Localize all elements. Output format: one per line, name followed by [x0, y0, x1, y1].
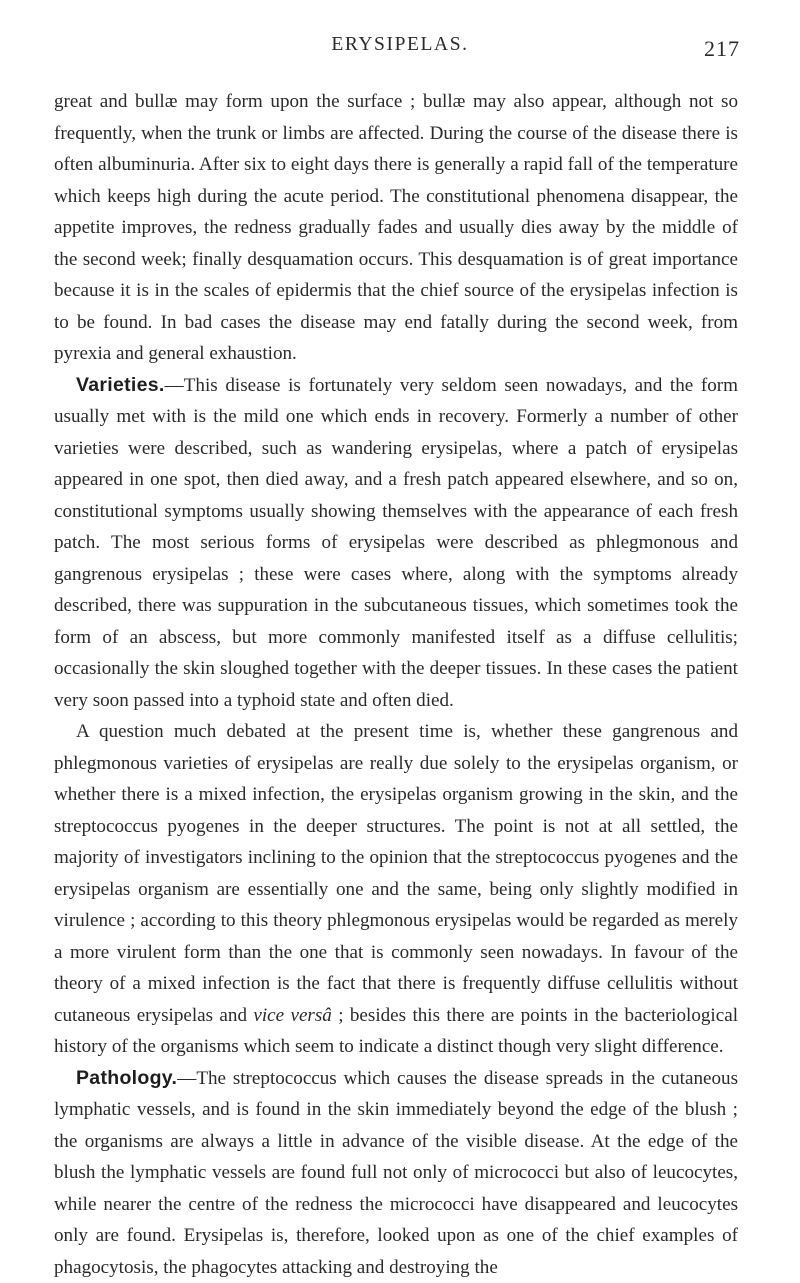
page-header	[0, 26, 800, 66]
paragraph-symptoms: great and bullæ may form upon the surface ; bullæ may also appear, although not so frequently, when the trunk or limbs are affected. During the course of the disease there is often albuminuria. After six to eight days there is generally a rapid fall of the temperature which keeps high during the acute period. The constitutional phenomena disappear, the appetite improves, the redness gradually fades and usually dies away by the middle of the second week; finally desquamation occurs. This desquamation is of great importance because it is in the scales of epidermis that the chief source of the erysipelas infection is to be found. In bad cases the disease may end fatally during the second week, from pyrexia and general exhaustion.	[54, 86, 738, 370]
italic-phrase: vice versâ	[253, 1005, 331, 1026]
varieties-heading: Varieties.	[76, 374, 165, 396]
pathology-text: —The streptococcus which causes the disease spreads in the cutaneous lymphatic vessels, and is found in the skin immediately beyond the edge of the blush ; the organisms are always a little in advance of the visible disease. At the edge of the blush the lymphatic vessels are found full not only of micrococci but also of leucocytes, while nearer the centre of the redness the micrococci have disappeared and leucocytes only are found. Erysipelas is, therefore, looked upon as one of the chief examples of phagocytosis, the phagocytes attacking and destroying the	[54, 1068, 738, 1278]
paragraph-pathology	[54, 1063, 738, 1283]
paragraph-varieties	[54, 370, 738, 717]
pathology-heading: Pathology.	[76, 1067, 177, 1089]
running-head: ERYSIPELAS.	[0, 34, 800, 56]
page-number: 217	[704, 36, 740, 62]
paragraph-mixed-infection	[54, 716, 738, 1063]
mixed-infection-text-b: ; besides this there are points in the bacteriological history of the organisms which seem to indicate a distinct though very slight difference.	[54, 1005, 738, 1058]
body-text	[54, 86, 738, 1283]
mixed-infection-text-a: A question much debated at the present time is, whether these gangrenous and phlegmonous varieties of erysipelas are really due solely to the erysipelas organism, or whether there is a mixed infection, the erysipelas organism growing in the skin, and the streptococcus pyogenes in the deeper structures. The point is not at all settled, the majority of investigators inclining to the opinion that the streptococcus pyogenes and the erysipelas organism are essentially one and the same, being only slightly modified in virulence ; according to this theory phlegmonous erysipelas would be regarded as merely a more virulent form than the one that is commonly seen nowadays. In favour of the theory of a mixed infection is the fact that there is frequently diffuse cellulitis without cutaneous erysipelas and	[54, 721, 738, 1026]
varieties-text: —This disease is fortunately very seldom seen nowadays, and the form usually met with is the mild one which ends in recovery. Formerly a number of other varieties were described, such as wandering erysipelas, where a patch of erysipelas appeared in one spot, then died away, and a fresh patch appeared elsewhere, and so on, constitutional symptoms usually showing themselves with the appearance of each fresh patch. The most serious forms of erysipelas were described as phlegmonous and gangrenous erysipelas ; these were cases where, along with the symptoms already described, there was suppuration in the subcutaneous tissues, which sometimes took the form of an abscess, but more commonly manifested itself as a diffuse cellulitis; occasionally the skin sloughed together with the deeper tissues. In these cases the patient very soon passed into a typhoid state and often died.	[54, 375, 738, 711]
